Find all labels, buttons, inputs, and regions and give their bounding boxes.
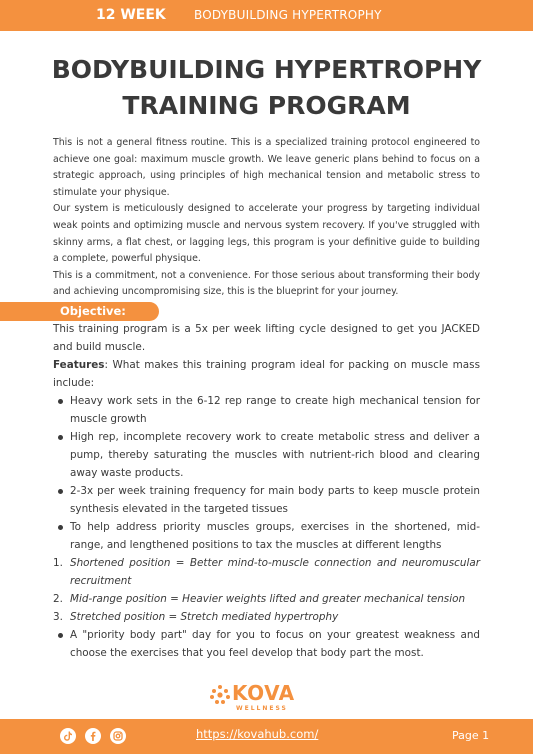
website-link[interactable]: https://kovahub.com/ xyxy=(196,727,319,741)
objective-section xyxy=(53,320,480,662)
instagram-icon[interactable] xyxy=(110,728,126,744)
facebook-icon[interactable] xyxy=(85,728,101,744)
features-paragraph xyxy=(53,356,480,392)
list-item: To help address priority muscles groups, exercises in the shortened, mid-range, and lengthened positions to tax the muscles at different lengths xyxy=(53,518,480,554)
logo-wordmark: KOVA xyxy=(232,681,295,705)
list-item-text: Mid-range position = Heavier weights lifted and greater mechanical tension xyxy=(70,593,466,605)
title-line-1: BODYBUILDING HYPERTROPHY xyxy=(51,55,482,84)
features-label: Features xyxy=(53,359,105,371)
list-item: A "priority body part" day for you to focus on your greatest weakness and choose the exercises that you feel develop that body part the most. xyxy=(53,626,480,662)
page-number: Page 1 xyxy=(452,729,490,742)
list-number: 3. xyxy=(53,611,63,623)
intro-paragraph: This is not a general fitness routine. This is a specialized training protocol engineered to achieve one goal: maximum muscle growth. We leave generic plans behind to focus on a strategic approach, using principles of high mechanical tension and metabolic stress to stimulate your physique. xyxy=(53,137,480,198)
list-number: 2. xyxy=(53,593,63,605)
list-item: 2-3x per week training frequency for main body parts to keep muscle protein synthesis elevated in the targeted tissues xyxy=(53,482,480,518)
intro-paragraph: Our system is meticulously designed to accelerate your progress by targeting individual weak points and optimizing muscle and nervous system recovery. If you've struggled with skinny arms, a flat chest, or lagging legs, this program is your definitive guide to building a complete, powerful physique. xyxy=(53,203,480,265)
objective-label: Objective: xyxy=(60,304,126,318)
list-item-text: Shortened position = Better mind-to-muscle connection and neuromuscular recruitment xyxy=(70,557,480,587)
list-item-text: Stretched position = Stretch mediated hypertrophy xyxy=(70,611,339,623)
intro-paragraph: This is a commitment, not a convenience. For those serious about transforming their body and achieving uncompromising size, this is the blueprint for your journey. xyxy=(53,269,480,298)
logo-tagline: WELLNESS xyxy=(236,705,288,712)
intro-text xyxy=(53,135,480,301)
tiktok-icon[interactable] xyxy=(60,728,76,744)
features-list xyxy=(53,392,480,554)
header-subtitle: BODYBUILDING HYPERTROPHY xyxy=(194,8,382,22)
objective-text: This training program is a 5x per week lifting cycle designed to get you JACKED and build muscle. xyxy=(53,323,480,353)
list-item: Heavy work sets in the 6-12 rep range to create high mechanical tension for muscle growth xyxy=(53,392,480,428)
footer-bar xyxy=(0,719,533,754)
title-line-2: TRAINING PROGRAM xyxy=(122,91,411,120)
list-number: 1. xyxy=(53,557,63,569)
list-item xyxy=(53,590,480,608)
week-label: 12 WEEK xyxy=(96,7,166,23)
features-list-continued xyxy=(53,626,480,662)
page-title xyxy=(0,52,533,124)
header-bar xyxy=(0,0,533,31)
list-item: High rep, incomplete recovery work to create metabolic stress and deliver a pump, thereby saturating the muscles with nutrient-rich blood and clearing away waste products. xyxy=(53,428,480,482)
kova-logo xyxy=(209,681,299,718)
objective-heading xyxy=(0,302,159,321)
positions-list xyxy=(53,554,480,626)
list-item xyxy=(53,608,480,626)
features-text: : What makes this training program ideal for packing on muscle mass include: xyxy=(53,359,480,389)
flame-dots-icon xyxy=(209,684,231,706)
list-item xyxy=(53,554,480,590)
